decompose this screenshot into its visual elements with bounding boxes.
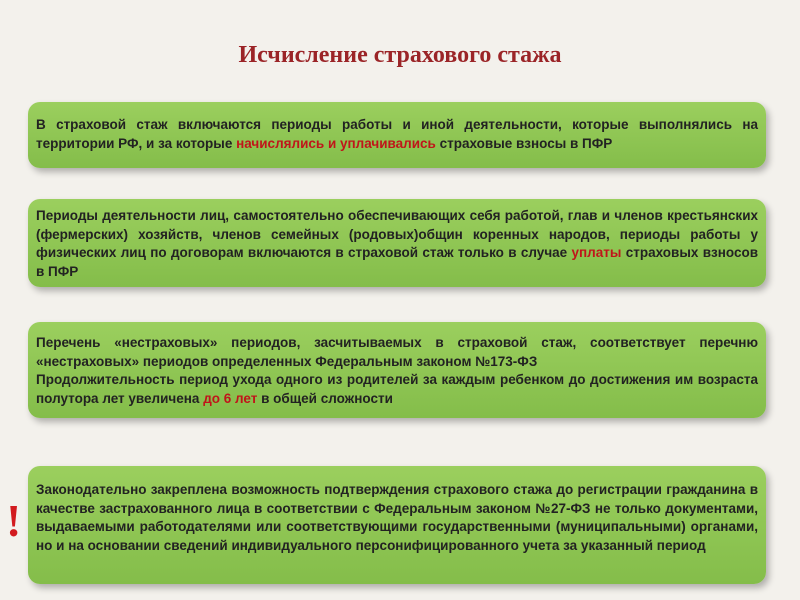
highlighted-text: до 6 лет	[203, 390, 258, 406]
card-paragraph-2	[36, 371, 758, 408]
card-paragraph-1	[36, 334, 758, 371]
info-card-1	[28, 102, 766, 168]
card-text	[36, 481, 758, 555]
text-segment: в общей сложности	[257, 390, 393, 406]
text-segment: Периоды деятельности лиц, самостоятельно обеспечивающих себя работой, глав и членов крестьянских (фермерских) хозяйств, членов семейных (родовых)общин коренных народов, периоды работы у физических лиц по договорам включаются в страховой стаж только в случае	[36, 208, 758, 260]
text-segment: страховых взносов в ПФР	[36, 245, 758, 279]
info-card-3	[28, 322, 766, 418]
text-segment: В страховой стаж включаются периоды работы и иной деятельности, которые выполнялись на территории РФ, и за которые	[36, 117, 758, 151]
text-segment: Законодательно закреплена возможность подтверждения страхового стажа до регистрации гражданина в качестве застрахованного лица в соответствии с Федеральным законом №27-ФЗ не только документами, выдаваемыми работодателями или соответствующими государственными (муниципальными) органами, но и на основании сведений индивидуального персонифицированного учета за указанный период	[36, 482, 758, 553]
info-card-2	[28, 199, 766, 287]
card-text	[36, 207, 758, 281]
exclamation-mark-icon: !	[6, 495, 22, 546]
highlighted-text: начислялись и уплачивались	[236, 135, 436, 151]
slide-title: Исчисление страхового стажа	[238, 42, 562, 68]
text-segment: Продолжительность период ухода одного из родителей за каждым ребенком до достижения им возраста полутора лет увеличена	[36, 372, 758, 406]
info-card-4	[28, 466, 766, 584]
text-segment: Перечень «нестраховых» периодов, засчитываемых в страховой стаж, соответствует перечню «нестраховых» периодов определенных Федеральным законом №173-ФЗ	[36, 335, 758, 369]
highlighted-text: уплаты	[571, 245, 622, 260]
text-segment: страховые взносы в ПФР	[435, 135, 613, 151]
card-text	[36, 116, 758, 153]
